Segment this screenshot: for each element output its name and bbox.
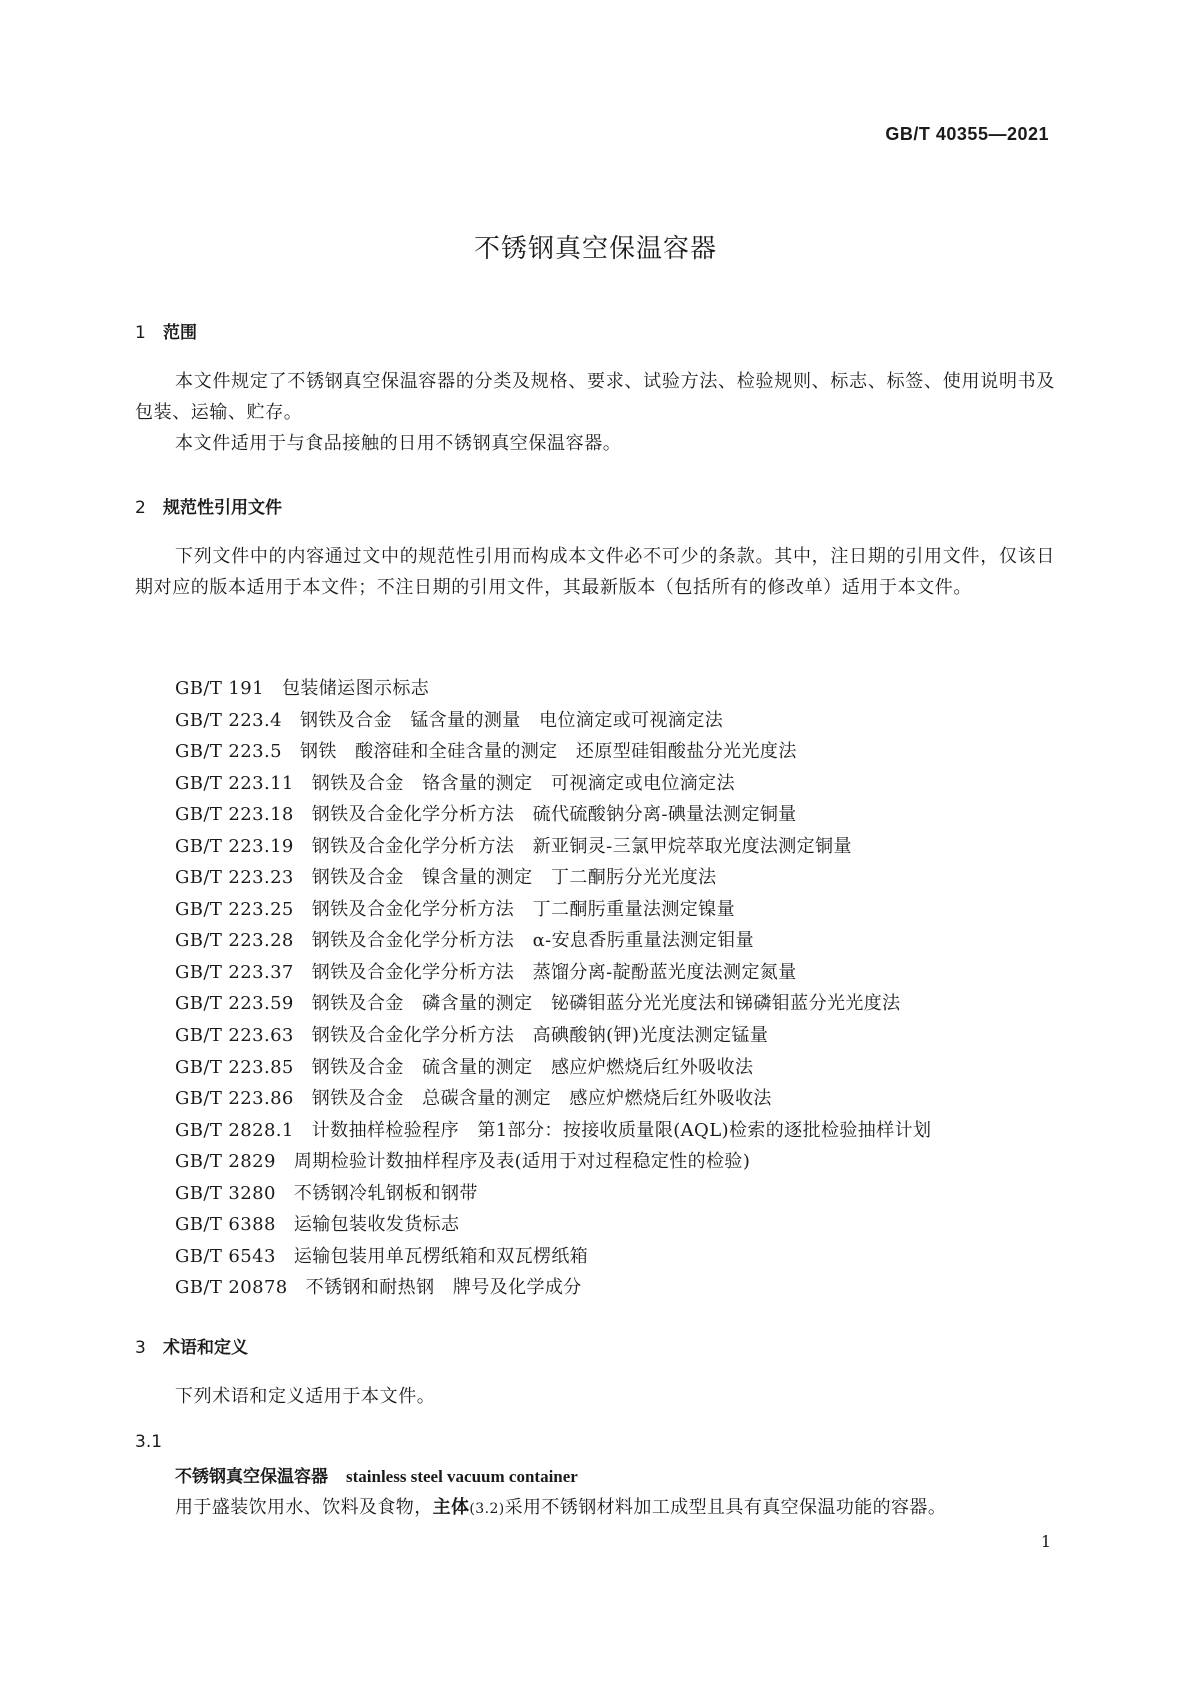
reference-title: 运输包装用单瓦楞纸箱和双瓦楞纸箱	[293, 1245, 589, 1267]
reference-item	[175, 925, 931, 957]
scope-paragraph-2: 本文件适用于与食品接触的日用不锈钢真空保温容器。	[175, 433, 622, 454]
reference-title: 钢铁及合金 总碳含量的测定 感应炉燃烧后红外吸收法	[311, 1088, 772, 1110]
reference-title: 不锈钢和耐热钢 牌号及化学成分	[305, 1277, 582, 1299]
reference-code: GB/T 223.86	[175, 1088, 294, 1110]
reference-item	[175, 705, 931, 737]
reference-code: GB/T 6543	[175, 1245, 276, 1267]
reference-title: 钢铁及合金化学分析方法 硫代硫酸钠分离-碘量法测定铜量	[311, 804, 797, 826]
reference-code: GB/T 223.5	[175, 741, 282, 763]
reference-item	[175, 1020, 931, 1052]
reference-title: 钢铁及合金 铬含量的测定 可视滴定或电位滴定法	[311, 772, 735, 794]
reference-item	[175, 957, 931, 989]
reference-title: 包装储运图示标志	[281, 678, 430, 699]
section-title: 规范性引用文件	[163, 498, 282, 518]
section-number: 2	[135, 498, 146, 518]
section-title: 术语和定义	[163, 1338, 248, 1358]
reference-code: GB/T 223.23	[175, 867, 294, 889]
reference-title: 运输包装收发货标志	[293, 1214, 460, 1236]
term-name-en: stainless steel vacuum container	[346, 1467, 578, 1486]
reference-code: GB/T 223.28	[175, 930, 294, 952]
term-number: 3.1	[135, 1432, 163, 1452]
term-definition	[175, 1493, 946, 1519]
reference-item	[175, 1115, 931, 1147]
standard-number: GB/T 40355—2021	[885, 124, 1049, 144]
reference-code: GB/T 223.59	[175, 993, 294, 1015]
reference-title: 钢铁及合金 锰含量的测量 电位滴定或可视滴定法	[299, 709, 724, 731]
reference-item	[175, 1052, 931, 1084]
reference-code: GB/T 223.25	[175, 898, 294, 920]
document-title: 不锈钢真空保温容器	[473, 234, 717, 264]
reference-code: GB/T 223.37	[175, 961, 294, 983]
reference-code: GB/T 223.63	[175, 1025, 294, 1047]
definition-text: 用于盛装饮用水、饮料及食物，	[175, 1497, 433, 1518]
reference-code: GB/T 6388	[175, 1214, 276, 1236]
reference-item	[175, 1241, 931, 1273]
scope-paragraph-1: 本文件规定了不锈钢真空保温容器的分类及规格、要求、试验方法、检验规则、标志、标签、使用说明书及包装、运输、贮存。	[135, 371, 1055, 423]
section-1-heading	[135, 318, 197, 343]
section-2-heading	[135, 493, 282, 518]
reference-title: 钢铁及合金 磷含量的测定 铋磷钼蓝分光光度法和锑磷钼蓝分光光度法	[311, 993, 901, 1015]
reference-item	[175, 831, 931, 863]
reference-title: 钢铁及合金化学分析方法 丁二酮肟重量法测定镍量	[311, 898, 735, 920]
reference-item	[175, 1272, 931, 1304]
section-3-heading	[135, 1333, 248, 1358]
reference-code: GB/T 223.19	[175, 835, 294, 857]
reference-list	[175, 673, 931, 1304]
section-title: 范围	[163, 323, 197, 343]
reference-item	[175, 894, 931, 926]
section-number: 3	[135, 1338, 146, 1358]
definition-bold-term: 主体	[432, 1497, 470, 1518]
page-number: 1	[1040, 1532, 1051, 1551]
reference-title: 计数抽样检验程序 第1部分：按接收质量限(AQL)检索的逐批检验抽样计划	[311, 1119, 932, 1141]
term-entry	[175, 1462, 578, 1487]
reference-item	[175, 1209, 931, 1241]
term-name-zh: 不锈钢真空保温容器	[175, 1467, 328, 1487]
reference-code: GB/T 191	[175, 678, 264, 699]
reference-item	[175, 1083, 931, 1115]
reference-item	[175, 736, 931, 768]
reference-title: 钢铁及合金化学分析方法 高碘酸钠(钾)光度法测定锰量	[311, 1025, 769, 1047]
reference-item	[175, 862, 931, 894]
reference-item	[175, 1178, 931, 1210]
terms-intro: 下列术语和定义适用于本文件。	[175, 1386, 436, 1407]
reference-item	[175, 1146, 931, 1178]
section-number: 1	[135, 323, 146, 343]
reference-title: 钢铁及合金化学分析方法 α-安息香肟重量法测定钼量	[311, 930, 755, 952]
reference-title: 不锈钢冷轧钢板和钢带	[293, 1182, 478, 1204]
reference-title: 钢铁及合金化学分析方法 蒸馏分离-靛酚蓝光度法测定氮量	[311, 961, 797, 983]
reference-title: 钢铁 酸溶硅和全硅含量的测定 还原型硅钼酸盐分光光度法	[299, 741, 797, 763]
definition-text: 采用不锈钢材料加工成型且具有真空保温功能的容器。	[504, 1497, 947, 1518]
reference-code: GB/T 223.18	[175, 804, 294, 826]
reference-code: GB/T 223.85	[175, 1056, 294, 1078]
reference-item	[175, 673, 931, 705]
reference-item	[175, 799, 931, 831]
reference-code: GB/T 3280	[175, 1182, 276, 1204]
reference-code: GB/T 223.4	[175, 709, 282, 731]
reference-code: GB/T 20878	[175, 1277, 288, 1299]
reference-code: GB/T 223.11	[175, 772, 294, 794]
reference-item	[175, 988, 931, 1020]
reference-title: 钢铁及合金 硫含量的测定 感应炉燃烧后红外吸收法	[311, 1056, 754, 1078]
definition-cross-ref: (3.2)	[469, 1501, 505, 1517]
reference-code: GB/T 2828.1	[175, 1119, 294, 1141]
reference-title: 钢铁及合金化学分析方法 新亚铜灵-三氯甲烷萃取光度法测定铜量	[311, 835, 852, 857]
reference-code: GB/T 2829	[175, 1151, 276, 1173]
reference-title: 钢铁及合金 镍含量的测定 丁二酮肟分光光度法	[311, 867, 717, 889]
normative-refs-intro: 下列文件中的内容通过文中的规范性引用而构成本文件必不可少的条款。其中，注日期的引用文件，仅该日期对应的版本适用于本文件；不注日期的引用文件，其最新版本（包括所有的修改单）适用于本文件。	[135, 546, 1055, 598]
reference-title: 周期检验计数抽样程序及表(适用于对过程稳定性的检验)	[293, 1151, 751, 1173]
reference-item	[175, 768, 931, 800]
